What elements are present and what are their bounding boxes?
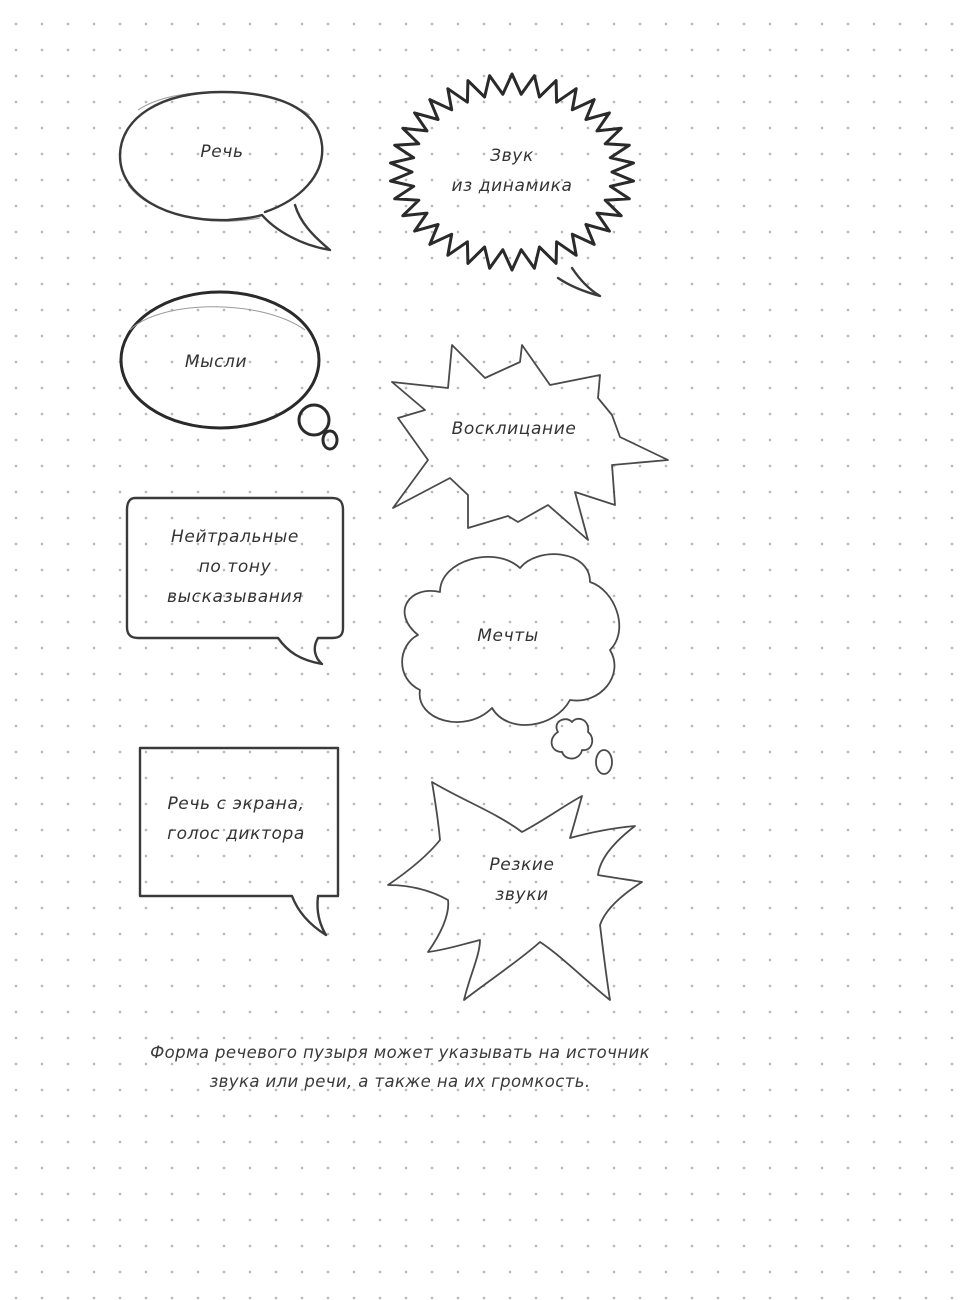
screen-label: Речь с экрана, голос диктора bbox=[167, 794, 305, 844]
sharp-sounds-label: Резкие звуки bbox=[489, 855, 555, 905]
speech-label: Речь bbox=[200, 142, 244, 162]
dreams-label: Мечты bbox=[477, 626, 539, 646]
speaker-label: Звук из динамика bbox=[451, 146, 573, 196]
neutral-label: Нейтральные по тону высказывания bbox=[167, 527, 303, 607]
caption: Форма речевого пузыря может указывать на источник звука или речи, а также на их громкость. bbox=[150, 1043, 650, 1091]
exclamation-label: Восклицание bbox=[451, 419, 577, 439]
speech-bubble bbox=[120, 92, 330, 250]
thoughts-label: Мысли bbox=[184, 352, 248, 372]
dream-bubble bbox=[402, 554, 619, 774]
